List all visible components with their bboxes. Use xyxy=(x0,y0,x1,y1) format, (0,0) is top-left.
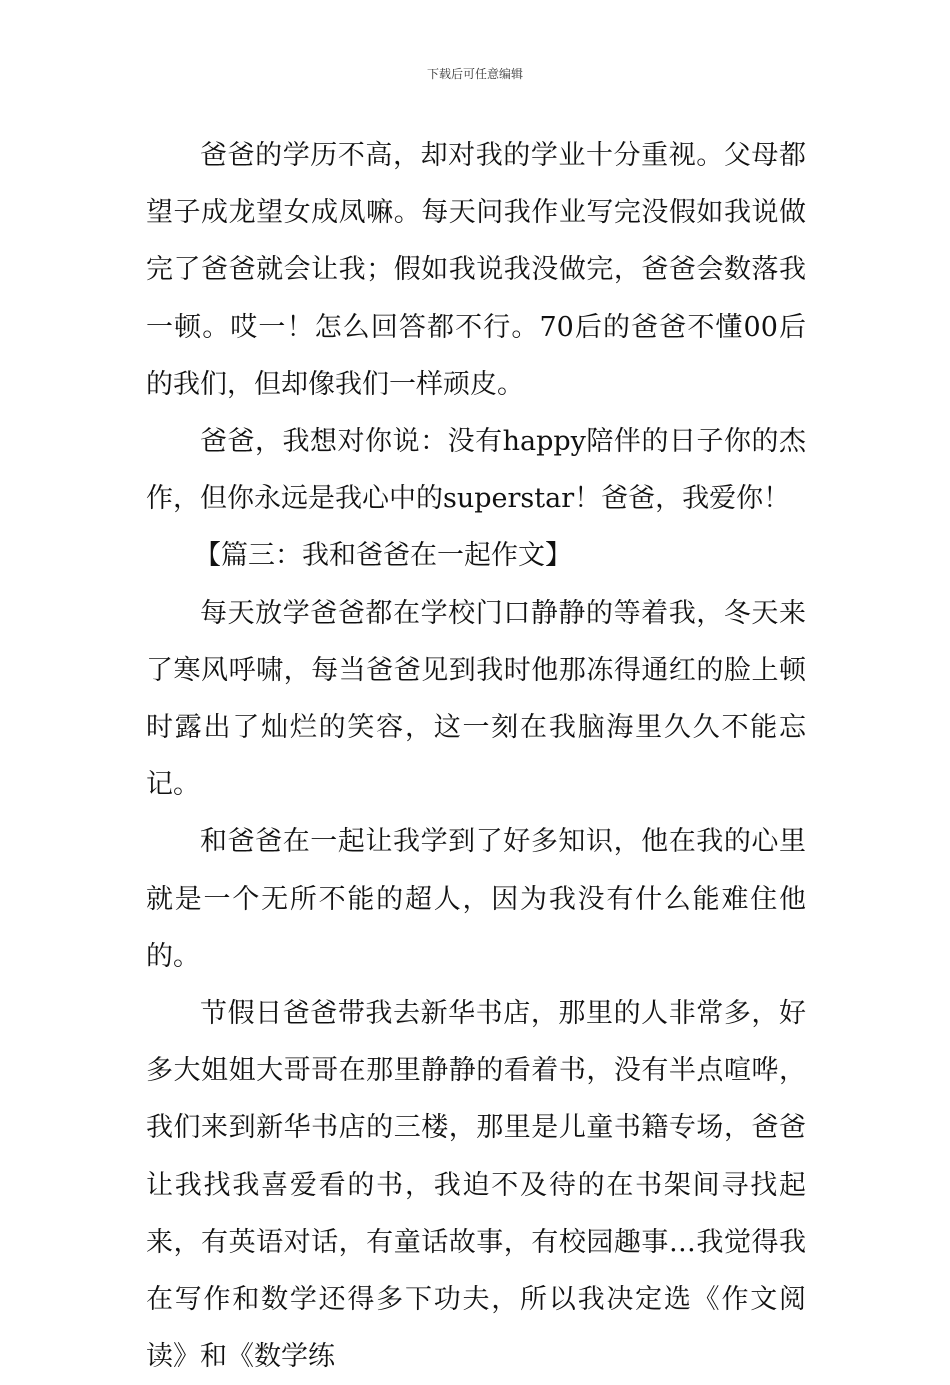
paragraph-1: 爸爸的学历不高，却对我的学业十分重视。父母都望子成龙望女成凤嘛。每天问我作业写完没假如我说做完了爸爸就会让我；假如我说我没做完，爸爸会数落我一顿。哎一！怎么回答都不行。70后的爸爸不懂00后的我们，但却像我们一样顽皮。 xyxy=(146,140,806,400)
paragraph-4: 和爸爸在一起让我学到了好多知识，他在我的心里就是一个无所不能的超人，因为我没有什么能难住他的。 xyxy=(146,826,806,972)
paragraph-5: 节假日爸爸带我去新华书店，那里的人非常多，好多大姐姐大哥哥在那里静静的看着书，没有半点喧哗，我们来到新华书店的三楼，那里是儿童书籍专场，爸爸让我找我喜爱看的书，我迫不及待的在书架间寻找起来，有英语对话，有童话故事，有校园趣事…我觉得我在写作和数学还得多下功夫，所以我决定选《作文阅读》和《数学练 xyxy=(146,998,806,1373)
document-body xyxy=(146,127,806,1385)
paragraph-2: 爸爸，我想对你说：没有happy陪伴的日子你的杰作，但你永远是我心中的superstar！爸爸，我爱你！ xyxy=(146,426,806,515)
page-header: 下载后可任意编辑 xyxy=(426,67,523,81)
section-heading: 【篇三：我和爸爸在一起作文】 xyxy=(194,540,572,572)
paragraph-3: 每天放学爸爸都在学校门口静静的等着我，冬天来了寒风呼啸，每当爸爸见到我时他那冻得通红的脸上顿时露出了灿烂的笑容，这一刻在我脑海里久久不能忘记。 xyxy=(146,597,806,801)
